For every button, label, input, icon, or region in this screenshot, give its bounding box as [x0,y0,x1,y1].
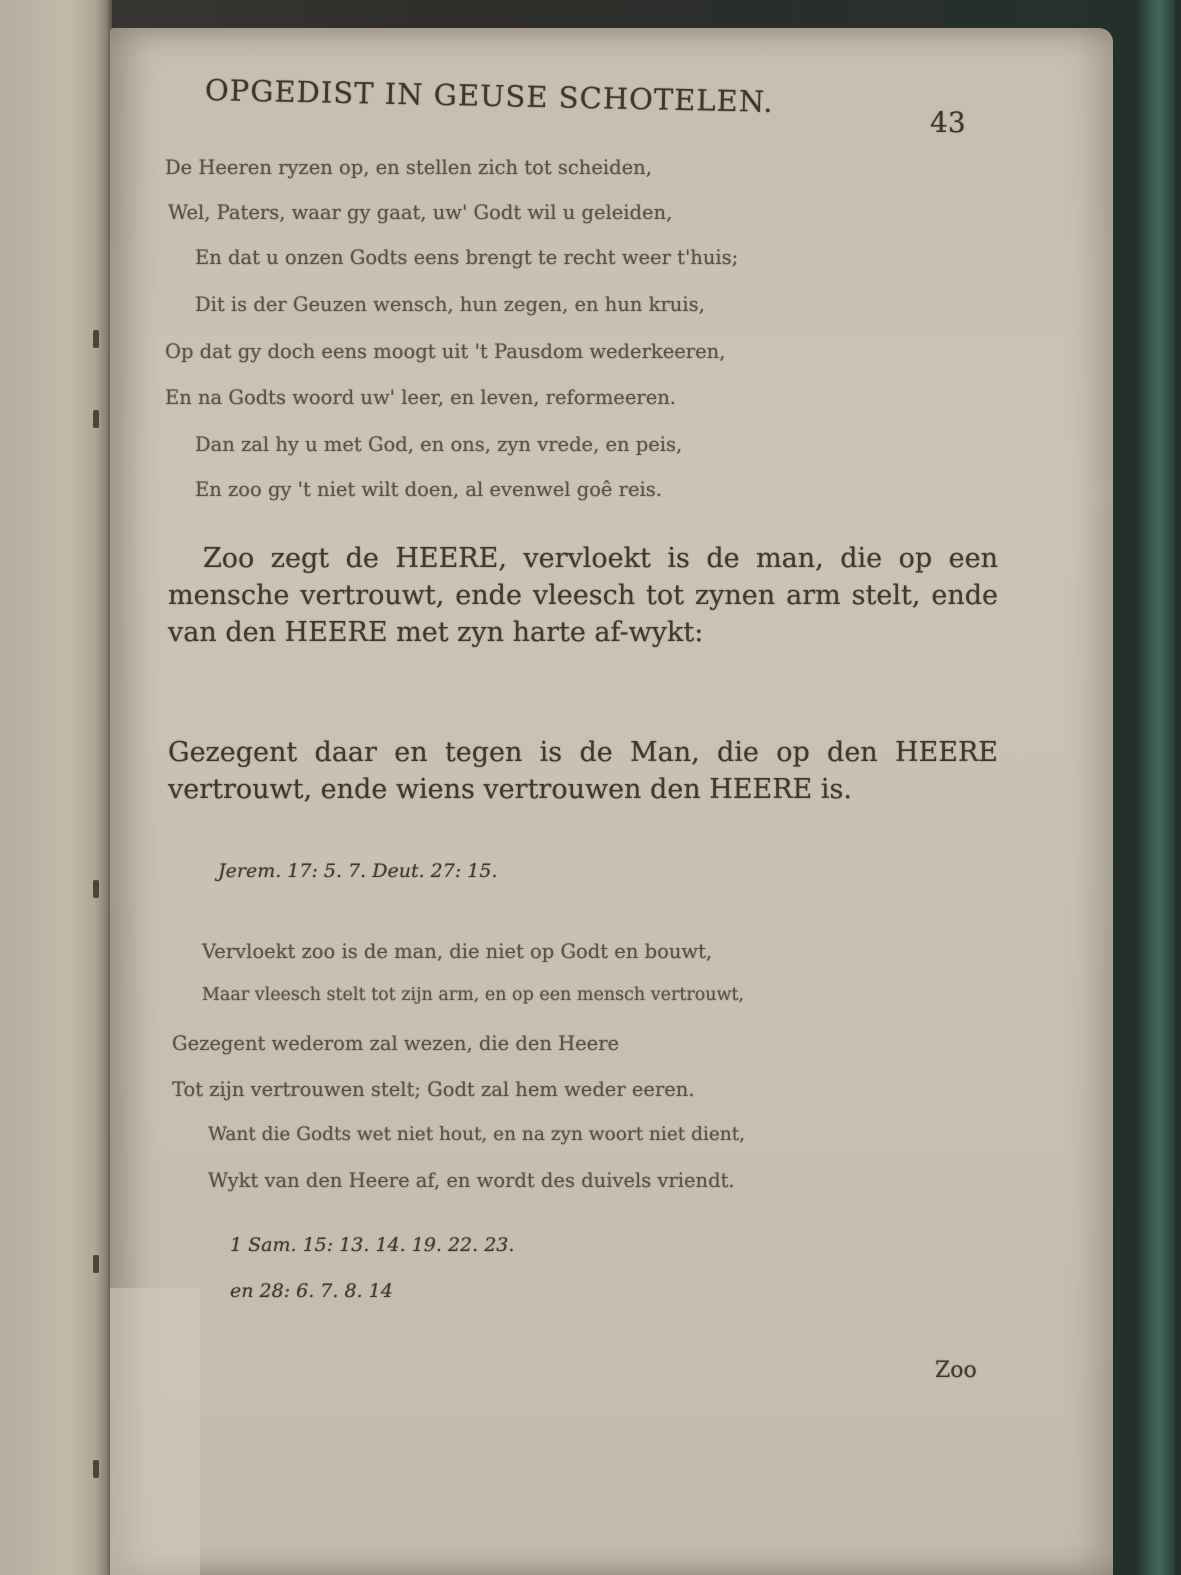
scripture-paragraph-2: Gezegent daar en tegen is de Man, die op den HEERE vertrouwt, ende wiens vertrouwen den HEERE is. [168,737,998,805]
verse-line: Gezegent wederom zal wezen, die den Heere [172,1032,620,1055]
glass-edge [1135,0,1175,1575]
binding-thread-mark [93,1460,99,1478]
scripture-paragraph-1: Zoo zegt de HEERE, vervloekt is de man, die op een mensche vertrouwt, ende vleesch tot zynen arm stelt, ende van den HEERE met zyn harte af-wykt: [168,543,998,648]
binding-thread-mark [93,410,99,428]
binding-thread-mark [93,330,99,348]
binding-thread-mark [93,880,99,898]
verse-line: Wykt van den Heere af, en wordt des duivels vriendt. [208,1169,735,1192]
scripture-reference: Jerem. 17: 5. 7. Deut. 27: 15. [218,860,498,882]
verse-line: Wel, Paters, waar gy gaat, uw' Godt wil u geleiden, [168,201,673,224]
verse-line: De Heeren ryzen op, en stellen zich tot scheiden, [165,156,652,179]
catchword: Zoo [935,1358,977,1383]
verse-line: Tot zijn vertrouwen stelt; Godt zal hem weder eeren. [172,1078,695,1101]
book-page [110,28,1113,1575]
verse-line: Op dat gy doch eens moogt uit 't Pausdom wederkeeren, [165,340,726,363]
verse-line: Want die Godts wet niet hout, en na zyn woort niet dient, [208,1124,746,1145]
verse-line: En dat u onzen Godts eens brengt te recht weer t'huis; [195,246,739,269]
verse-line: Dit is der Geuzen wensch, hun zegen, en hun kruis, [195,293,705,316]
facing-page [0,0,112,1575]
paper-stain [110,1288,200,1575]
verse-line: En na Godts woord uw' leer, en leven, reformeeren. [165,386,677,409]
page-number: 43 [930,106,966,139]
verse-line: Vervloekt zoo is de man, die niet op Godt en bouwt, [202,940,713,963]
verse-line: Dan zal hy u met God, en ons, zyn vrede, en peis, [195,433,683,456]
verse-line: En zoo gy 't niet wilt doen, al evenwel goê reis. [195,478,662,501]
running-head: OPGEDIST IN GEUSE SCHOTELEN. [204,73,774,119]
verse-line: Maar vleesch stelt tot zijn arm, en op een mensch vertrouwt, [202,985,745,1005]
margin-reference: 1 Sam. 15: 13. 14. 19. 22. 23. [230,1234,515,1256]
binding-thread-mark [93,1255,99,1273]
margin-reference: en 28: 6. 7. 8. 14 [230,1280,393,1302]
